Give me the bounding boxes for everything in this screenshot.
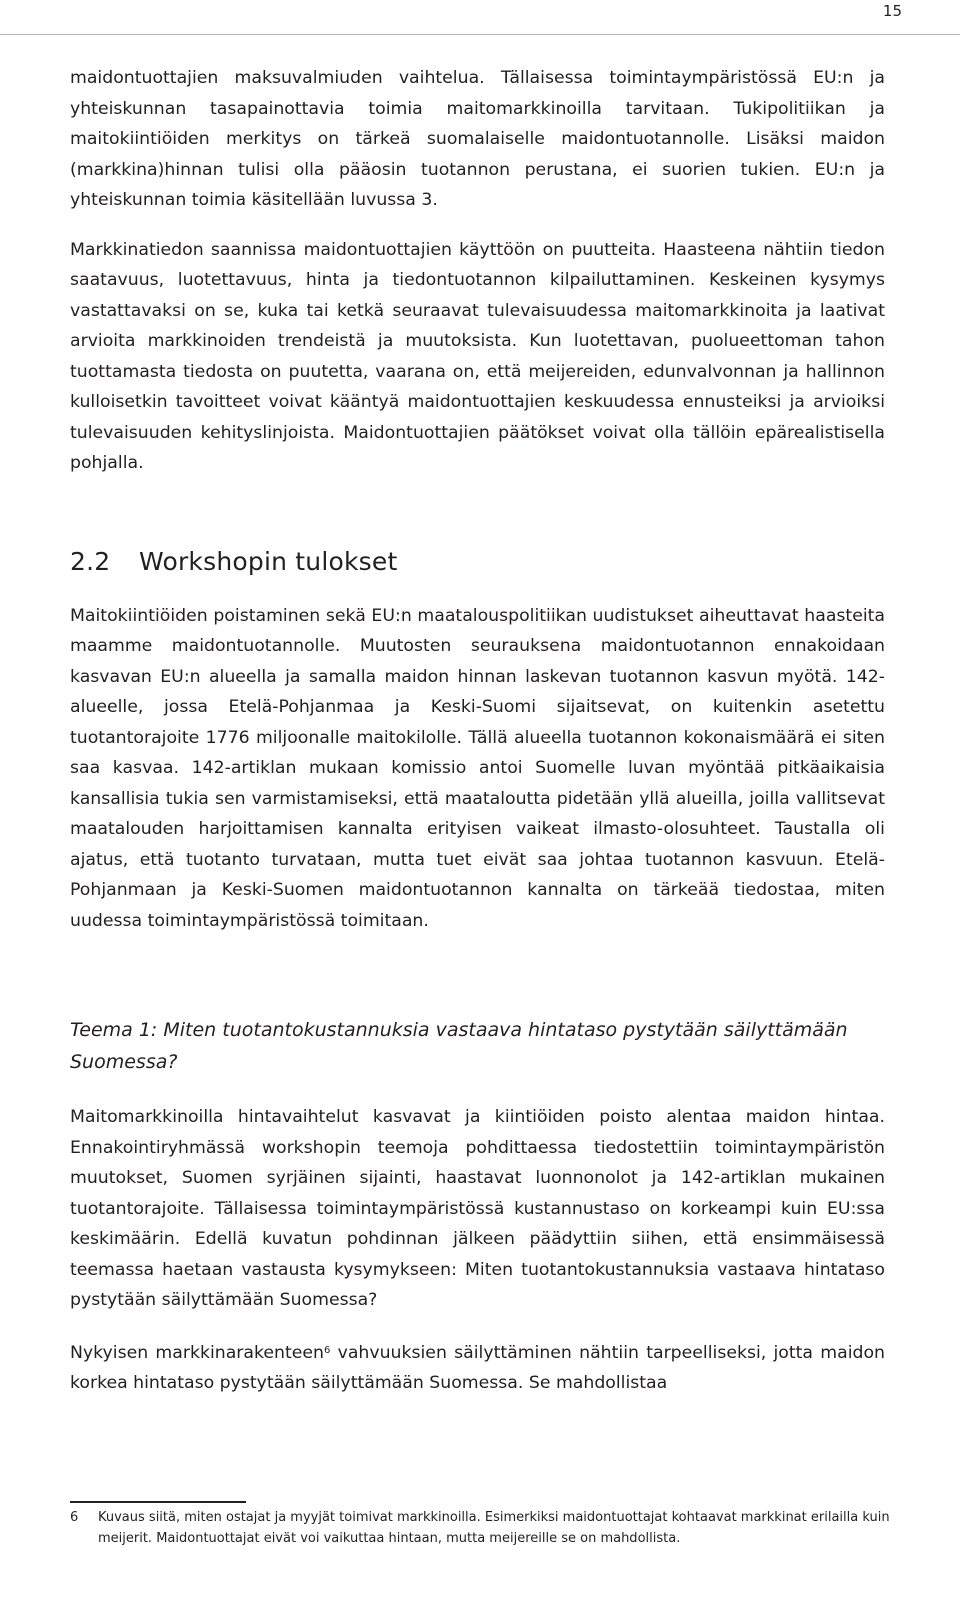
paragraph-text-end: vahvuuksien säilyttäminen nähtiin tarpeelliseksi, jotta maidon korkea hintataso pystytään säilyttämään Suomessa. Se mahdollistaa	[70, 1342, 885, 1393]
footnote-rule	[70, 1501, 246, 1503]
paragraph-theme-intro: Maitomarkkinoilla hintavaihtelut kasvavat ja kiintiöiden poisto alentaa maidon hintaa. Ennakointiryhmässä workshopin teemoja pohdittaessa tiedostettiin toimintaympäristön muutokset, Suomen syrjäinen sijainti, haastavat luonnonolot ja 142-artiklan mukainen tuotantorajoite. Tällaisessa toimintaympäristössä kustannustaso on korkeampi kuin EU:ssa keskimäärin. Edellä kuvatun pohdinnan jälkeen päädyttiin siihen, että ensimmäisessä teemassa haetaan vastausta kysymykseen: Miten tuotantokustannuksia vastaava hintataso pystytään säilyttämään Suomessa?	[70, 1107, 885, 1310]
paragraph-text-start: Nykyisen markkinarakenteen	[70, 1342, 324, 1363]
footnote	[70, 1507, 890, 1549]
header-rule	[0, 34, 960, 35]
section-heading	[70, 545, 885, 579]
footnote-reference: 6	[323, 1344, 331, 1356]
page-body	[70, 63, 885, 1399]
paragraph-market-information: Markkinatiedon saannissa maidontuottajien käyttöön on puutteita. Haasteena nähtiin tiedon saatavuus, luotettavuus, hinta ja tiedontuotannon kilpailuttaminen. Keskeinen kysymys vastattavaksi on se, kuka tai ketkä seuraavat tulevaisuudessa maitomarkkinoita ja laativat arvioita markkinoiden trendeistä ja muutoksista. Kun luotettavan, puolueettoman tahon tuottamasta tiedosta on puutetta, vaarana on, että meijereiden, edunvalvonnan ja hallinnon kulloisetkin tavoitteet voivat kääntyä maidontuottajien keskuudessa ennusteiksi ja arvioiksi tulevaisuuden kehityslinjoista. Maidontuottajien päätökset voivat olla tällöin epärealistisella pohjalla.	[70, 239, 885, 473]
section-number: 2.2	[70, 546, 111, 576]
footnote-text: Kuvaus siitä, miten ostajat ja myyjät toimivat markkinoilla. Esimerkiksi maidontuottajat kohtaavat markkinat erilailla kuin meijerit. Maidontuottajat eivät voi vaikuttaa hintaan, mutta meijereille se on mahdollista.	[98, 1510, 890, 1546]
section-title: Workshopin tulokset	[139, 546, 398, 576]
paragraph-workshop-results: Maitokiintiöiden poistaminen sekä EU:n maatalouspolitiikan uudistukset aiheuttavat haasteita maamme maidontuotannolle. Muutosten seurauksena maidontuotannon ennakoidaan kasvavan EU:n alueella ja samalla maidon hinnan laskevan tuotannon kasvun myötä. 142-alueelle, jossa Etelä-Pohjanmaa ja Keski-Suomi sijaitsevat, on kuitenkin asetettu tuotantorajoite 1776 miljoonalle maitokilolle. Tällä alueella tuotannon kokonaismäärä ei siten saa kasvaa. 142-artiklan mukaan komissio antoi Suomelle luvan myöntää pitkäaikaisia kansallisia tukia sen varmistamiseksi, että maataloutta pidetään yllä alueilla, joilla vallitsevat maatalouden harjoittamisen kannalta erityisen vaikeat ilmasto-olosuhteet. Taustalla oli ajatus, että tuotanto turvataan, mutta tuet eivät saa johtaa tuotannon kasvuun. Etelä-Pohjanmaan ja Keski-Suomen maidontuotannon kannalta on tärkeää tiedostaa, miten uudessa toimintaympäristössä toimitaan.	[70, 605, 885, 931]
footnote-number: 6	[70, 1510, 79, 1525]
paragraph-market-volatility: maidontuottajien maksuvalmiuden vaihtelua. Tällaisessa toimintaympäristössä EU:n ja yhteiskunnan tasapainottavia toimia maitomarkkinoilla tarvitaan. Tukipolitiikan ja maitokiintiöiden merkitys on tärkeä suomalaiselle maidontuotannolle. Lisäksi maidon (markkina)hinnan tulisi olla pääosin tuotannon perustana, ei suorien tukien. EU:n ja yhteiskunnan toimia käsitellään luvussa 3.	[70, 68, 885, 210]
paragraph-market-structure	[70, 1338, 885, 1399]
theme-heading: Teema 1: Miten tuotantokustannuksia vastaava hintataso pystytään säilyttämään Suomessa?	[70, 1019, 848, 1073]
page-number: 15	[882, 2, 902, 20]
